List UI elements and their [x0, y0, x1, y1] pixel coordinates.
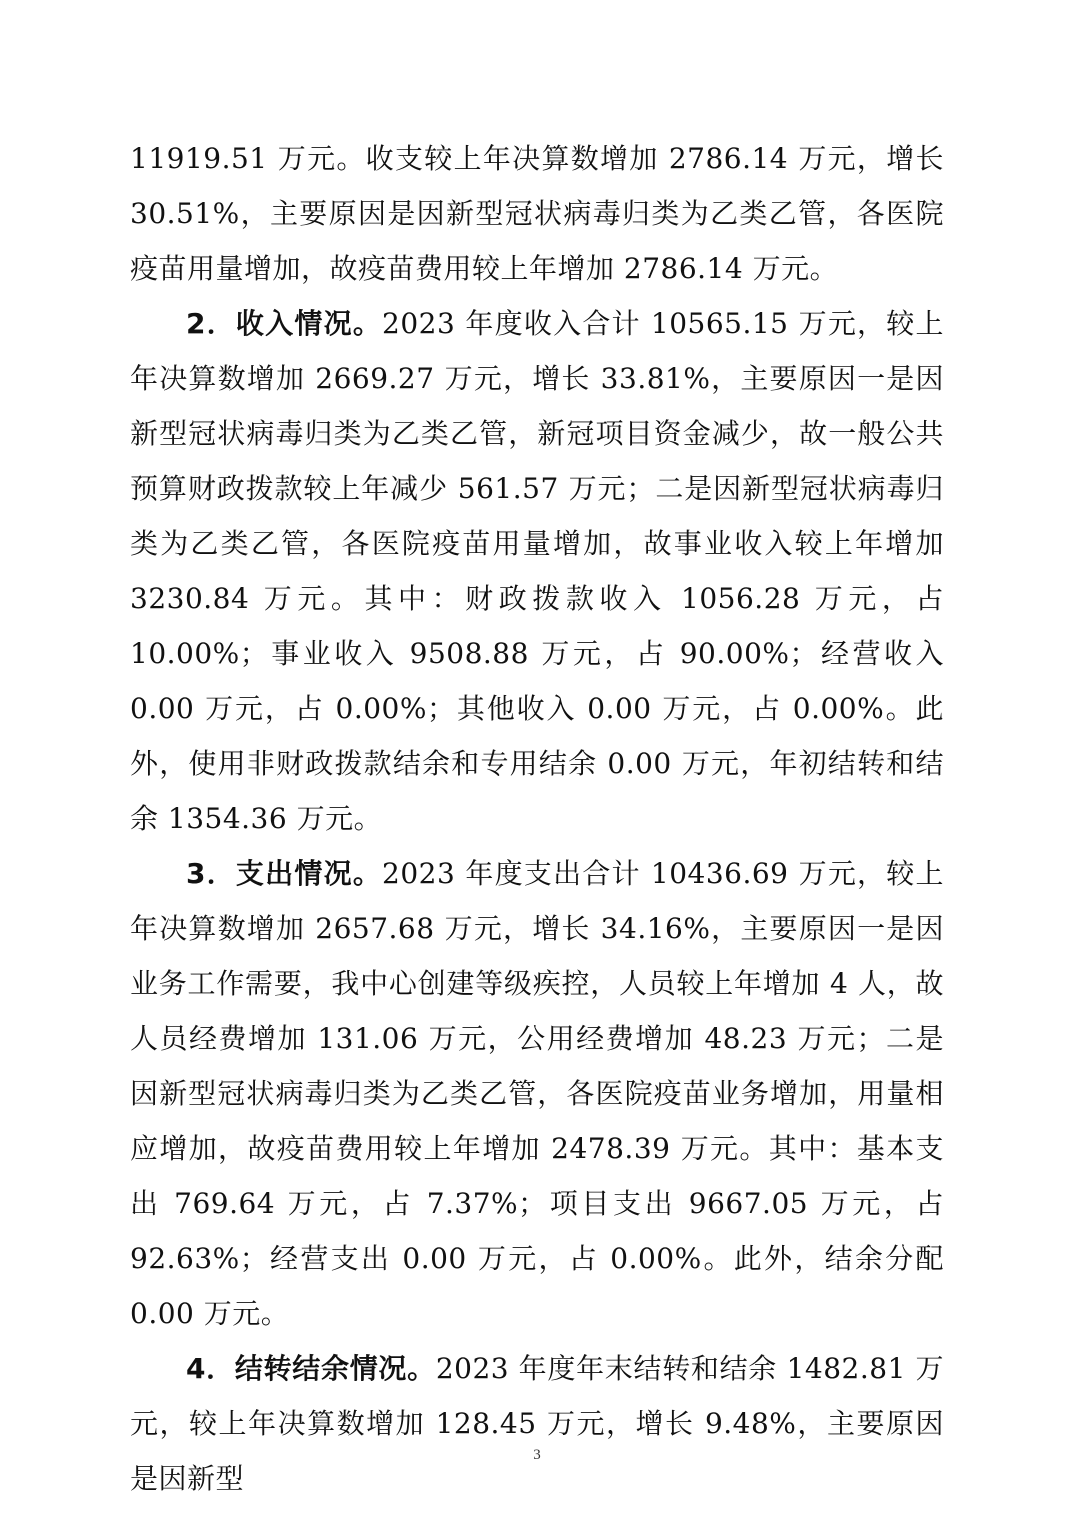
paragraph-text: 2023 年度收入合计 10565.15 万元，较上年决算数增加 2669.27 万元，增长 33.81%，主要原因一是因新型冠状病毒归类为乙类乙管，新冠项目资金减少，故一般公共预算财政拨款较上年减少 561.57 万元；二是因新型冠状病毒归类为乙类乙管，各医院疫苗用量增加，故事业收入较上年增加 3230.84 万元。其中：财政拨款收入 1056.28 万元，占 10.00%；事业收入 9508.88 万元，占 90.00%；经营收入 0.00 万元，占 0.00%；其他收入 0.00 万元，占 0.00%。此外，使用非财政拨款结余和专用结余 0.00 万元，年初结转和结余 1354.36 万元。: [130, 307, 945, 835]
page-number: 3: [533, 1447, 541, 1463]
paragraph-expenditure: [130, 846, 944, 1341]
section-heading-carryover: 4．结转结余情况。: [186, 1352, 436, 1385]
paragraph-carryover-balance: [130, 1341, 944, 1506]
paragraph-income: [130, 296, 944, 846]
paragraph-continuation: [130, 131, 944, 296]
paragraph-text: 2023 年度年末结转和结余 1482.81 万元，较上年决算数增加 128.45 万元，增长 9.48%，主要原因是因新型: [130, 1352, 944, 1495]
paragraph-text: 11919.51 万元。收支较上年决算数增加 2786.14 万元，增长 30.51%，主要原因是因新型冠状病毒归类为乙类乙管，各医院疫苗用量增加，故疫苗费用较上年增加 2786.14 万元。: [130, 142, 944, 285]
document-body: [130, 131, 944, 1506]
section-heading-income: 2．收入情况。: [186, 307, 383, 340]
section-heading-expenditure: 3．支出情况。: [186, 857, 383, 890]
paragraph-text: 2023 年度支出合计 10436.69 万元，较上年决算数增加 2657.68 万元，增长 34.16%，主要原因一是因业务工作需要，我中心创建等级疾控，人员较上年增加 4 人，故人员经费增加 131.06 万元，公用经费增加 48.23 万元；二是因新型冠状病毒归类为乙类乙管，各医院疫苗业务增加，用量相应增加，故疫苗费用较上年增加 2478.39 万元。其中：基本支出 769.64 万元，占 7.37%；项目支出 9667.05 万元，占 92.63%；经营支出 0.00 万元，占 0.00%。此外，结余分配 0.00 万元。: [130, 857, 945, 1330]
